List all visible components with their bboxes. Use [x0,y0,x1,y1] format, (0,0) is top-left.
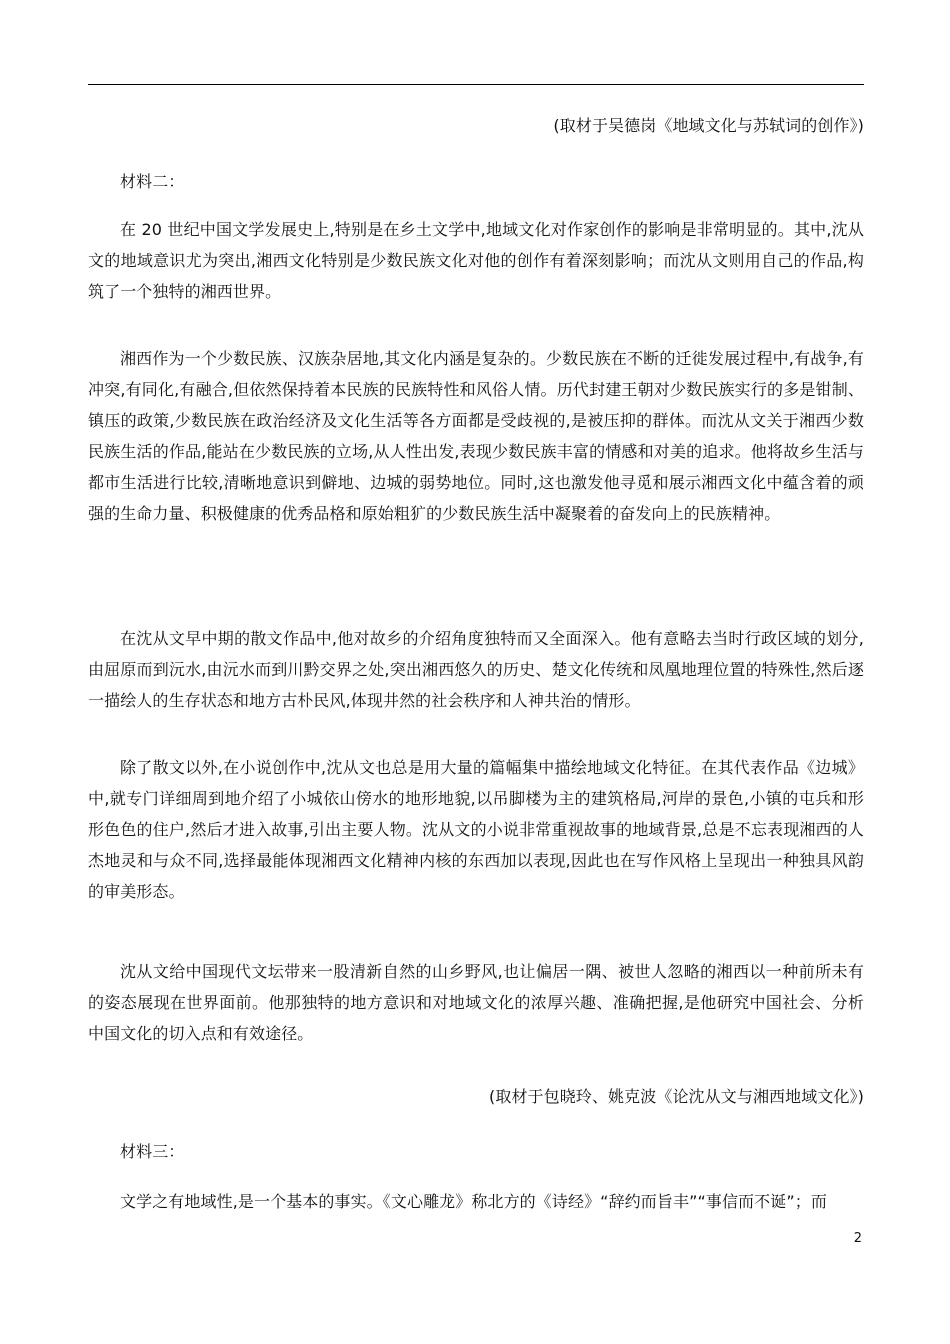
paragraph-6: 文学之有地域性,是一个基本的事实。《文心雕龙》称北方的《诗经》“辞约而旨丰”“事信而不诞”；而 [120,1192,827,1211]
paragraph-3: 在沈从文早中期的散文作品中,他对故乡的介绍角度独特而又全面深入。他有意略去当时行政区域的划分,由屈原而到沅水,由沅水而到川黔交界之处,突出湘西悠久的历史、楚文化传统和凤凰地理位置的特殊性,然后逐一描绘人的生存状态和地方古朴民风,体现井然的社会秩序和人神共治的情形。 [88,629,864,710]
paragraph-5: 沈从文给中国现代文坛带来一股清新自然的山乡野风,也让偏居一隅、被世人忽略的湘西以一种前所未有的姿态展现在世界面前。他那独特的地方意识和对地域文化的浓厚兴趣、准确把握,是他研究中国社会、分析中国文化的切入点和有效途径。 [88,962,864,1043]
source-citation-1: (取材于吴德岗《地域文化与苏轼词的创作》) [553,116,864,135]
paragraph-2: 湘西作为一个少数民族、汉族杂居地,其文化内涵是复杂的。少数民族在不断的迁徙发展过程中,有战争,有冲突,有同化,有融合,但依然保持着本民族的民族特性和风俗人情。历代封建王朝对少数民族实行的多是钳制、镇压的政策,少数民族在政治经济及文化生活等各方面都是受歧视的,是被压抑的群体。而沈从文关于湘西少数民族生活的作品,能站在少数民族的立场,从人性出发,表现少数民族丰富的情感和对美的追求。他将故乡生活与都市生活进行比较,清晰地意识到僻地、边城的弱势地位。同时,这也激发他寻觅和展示湘西文化中蕴含着的顽强的生命力量、积极健康的优秀品格和原始粗犷的少数民族生活中凝聚着的奋发向上的民族精神。 [88,349,864,523]
paragraph-1: 在 20 世纪中国文学发展史上,特别是在乡土文学中,地域文化对作家创作的影响是非常明显的。其中,沈从文的地域意识尤为突出,湘西文化特别是少数民族文化对他的创作有着深刻影响；而沈从文则用自己的作品,构筑了一个独特的湘西世界。 [88,220,864,301]
source-citation-2: (取材于包晓玲、姚克波《论沈从文与湘西地域文化》) [489,1087,864,1106]
paragraph-4: 除了散文以外,在小说创作中,沈从文也总是用大量的篇幅集中描绘地域文化特征。在其代表作品《边城》中,就专门详细周到地介绍了小城依山傍水的地形地貌,以吊脚楼为主的建筑格局,河岸的景色,小镇的屯兵和形形色色的住户,然后才进入故事,引出主要人物。沈从文的小说非常重视故事的地域背景,总是不忘表现湘西的人杰地灵和与众不同,选择最能体现湘西文化精神内核的东西加以表现,因此也在写作风格上呈现出一种独具风韵的审美形态。 [88,758,864,901]
material-three-label: 材料三： [120,1142,185,1161]
page-number: 2 [853,1231,862,1246]
material-two-label: 材料二： [120,172,185,191]
header-rule [88,84,864,85]
